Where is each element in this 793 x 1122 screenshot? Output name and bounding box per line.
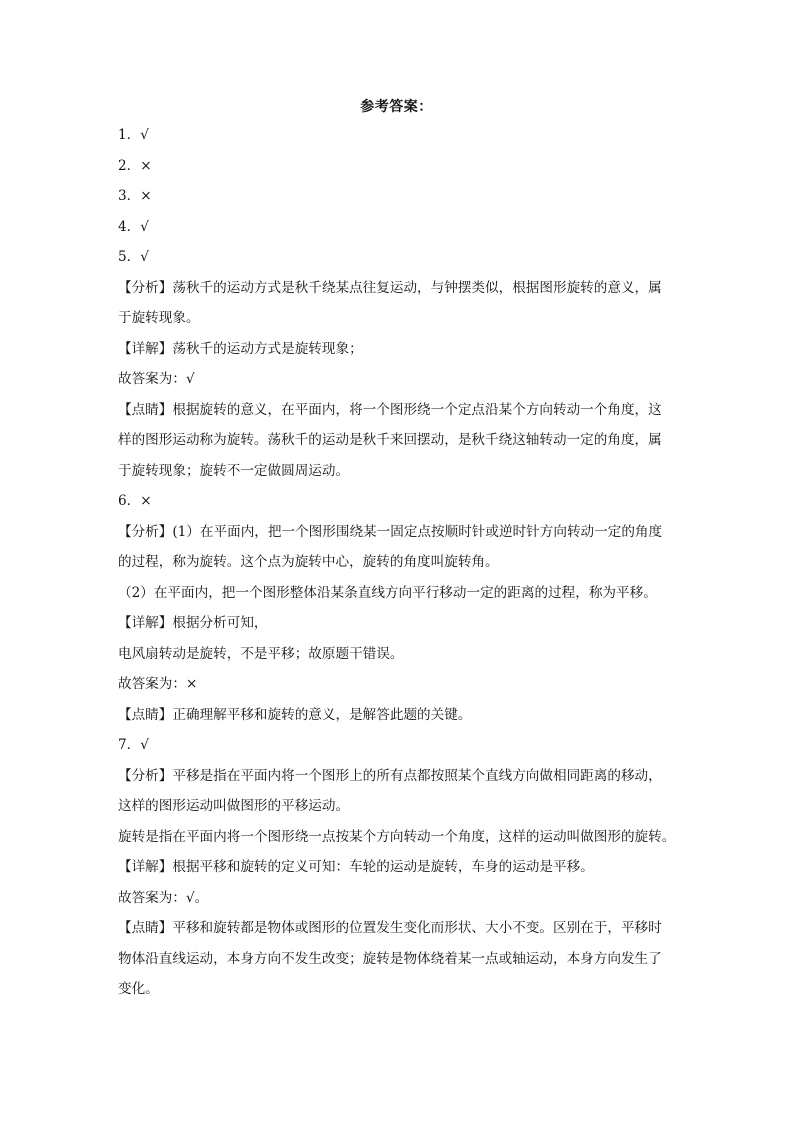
comment-7-line-3: 变化。 [118,981,159,997]
analysis-7-line-1: 【分析】平移是指在平面内将一个图形上的所有点都按照某个直线方向做相同距离的移动， [118,767,662,784]
analysis-5-line-2: 于旋转现象。 [118,310,200,326]
detail-6-line-1: 【详解】根据分析可知， [118,615,268,631]
answer-3: 3．× [118,188,152,204]
answer-4: 4．√ [118,218,149,235]
detail-7: 【详解】根据平移和旋转的定义可知：车轮的运动是旋转，车身的运动是平移。 [118,859,594,875]
answer-7: 7．√ [118,737,149,753]
comment-5-line-2: 样的图形运动称为旋转。荡秋千的运动是秋千来回摆动，是秋千绕这轴转动一定的角度，属 [118,432,662,448]
conclusion-7: 故答案为：√。 [118,889,209,906]
answer-key-title: 参考答案： [360,99,433,115]
comment-6: 【点睛】正确理解平移和旋转的意义，是解答此题的关键。 [118,706,472,723]
comment-5-line-1: 【点睛】根据旋转的意义，在平面内，将一个图形绕一个定点沿某个方向转动一个角度，这 [118,401,662,418]
analysis-7-line-2: 这样的图形运动叫做图形的平移运动。 [118,798,350,814]
answer-6: 6．× [118,493,152,509]
conclusion-6: 故答案为：× [118,676,198,692]
analysis-6-line-1: 【分析】(1）在平面内，把一个图形围绕某一固定点按顺时针或逆时针方向转动一定的角度 [118,523,663,540]
answer-1: 1．√ [118,127,149,143]
comment-7-line-1: 【点睛】平移和旋转都是物体或图形的位置发生变化而形状、大小不变。区别在于，平移时 [118,920,662,936]
analysis-6-line-3: （2）在平面内，把一个图形整体沿某条直线方向平行移动一定的距离的过程，称为平移。 [118,584,657,601]
analysis-5-line-1: 【分析】荡秋千的运动方式是秋千绕某点往复运动，与钟摆类似，根据图形旋转的意义，属 [118,279,662,296]
answer-2: 2．× [118,157,152,174]
comment-7-line-2: 物体沿直线运动，本身方向不发生改变；旋转是物体绕着某一点或轴运动，本身方向发生了 [118,950,662,967]
detail-5: 【详解】荡秋千的运动方式是旋转现象； [118,340,363,357]
conclusion-5: 故答案为：√ [118,371,195,387]
detail-6-line-2: 电风扇转动是旋转，不是平移；故原题干错误。 [118,645,404,662]
comment-5-line-3: 于旋转现象；旋转不一定做圆周运动。 [118,462,350,479]
analysis-6-line-2: 的过程，称为旋转。这个点为旋转中心，旋转的角度叫旋转角。 [118,554,499,570]
analysis-7-line-3: 旋转是指在平面内将一个图形绕一点按某个方向转动一个角度，这样的运动叫做图形的旋转。 [118,828,676,845]
answer-5: 5．√ [118,249,149,265]
answer-content [118,120,683,1005]
